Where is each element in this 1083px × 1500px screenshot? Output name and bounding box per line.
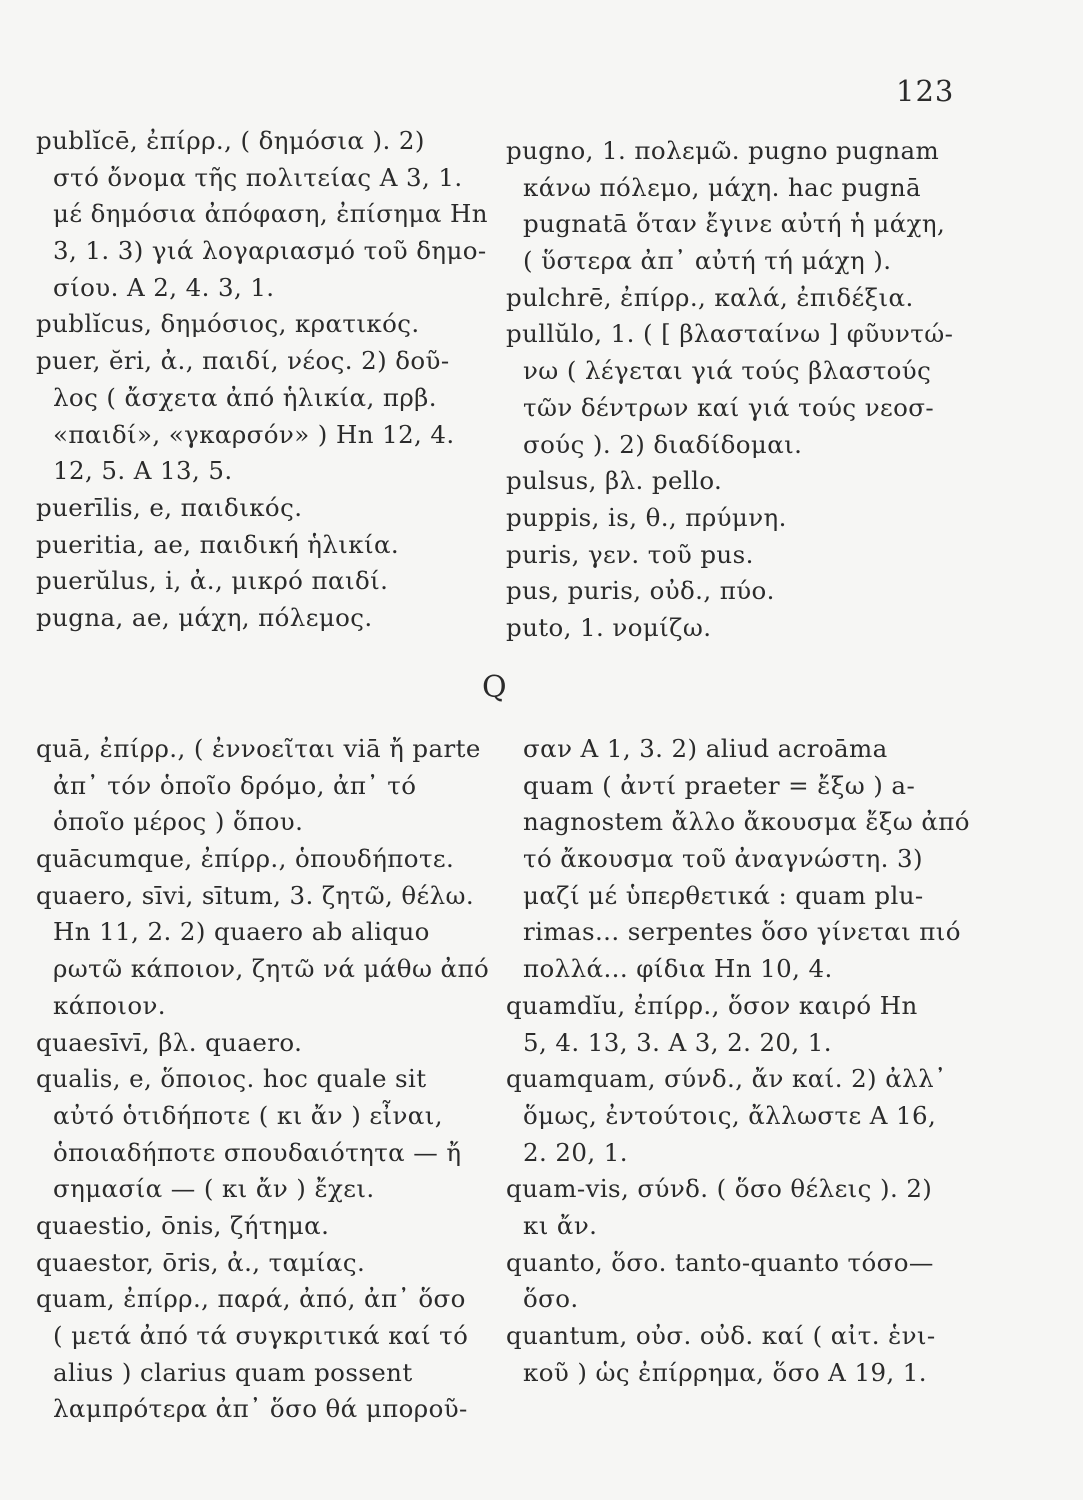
- entry-line: ὅμως, ἐντούτοις, ἄλλωστε Α 16,: [523, 1100, 937, 1130]
- entry-line: quanto, ὅσο. tanto-quanto τόσο—: [506, 1247, 934, 1277]
- entry-line: 5, 4. 13, 3. Α 3, 2. 20, 1.: [523, 1027, 832, 1057]
- entry-line: pulchrē, ἐπίρρ., καλά, ἐπιδέξια.: [506, 282, 914, 312]
- entry-line: puris, γεν. τοῦ pus.: [506, 539, 754, 569]
- entry-line: 12, 5. Α 13, 5.: [53, 456, 233, 486]
- column-top-left: [36, 123, 488, 637]
- entry-line: publĭcus, δημόσιος, κρατικός.: [36, 309, 420, 339]
- entry-line: λος ( ἄσχετα ἀπό ἡλικία, πρβ.: [53, 382, 437, 412]
- entry-line: πολλά... φίδια Hn 10, 4.: [523, 954, 833, 984]
- entry-line: στό ὄνομα τῆς πολιτείας Α 3, 1.: [53, 162, 463, 192]
- entry-line: κάποιον.: [53, 990, 166, 1020]
- entry-line: μέ δημόσια ἀπόφαση, ἐπίσημα Hn: [53, 199, 488, 229]
- entry-line: publĭcē, ἐπίρρ., ( δημόσια ). 2): [36, 126, 425, 155]
- entry-line: quamdĭu, ἐπίρρ., ὅσον καιρό Hn: [506, 990, 918, 1020]
- entry-line: puer, ĕri, ἀ., παιδί, νέος. 2) δοῦ-: [36, 346, 450, 376]
- entry-line: κάνω πόλεμο, μάχη. hac pugnā: [523, 172, 922, 202]
- entry-line: σαν Α 1, 3. 2) aliud acroāma: [523, 734, 888, 763]
- column-top-right: [506, 133, 954, 647]
- entry-line: ( ὕστερα ἀπ᾽ αὐτή τή μάχη ).: [523, 246, 892, 276]
- entry-line: quamquam, σύνδ., ἄν καί. 2) ἀλλ᾽: [506, 1064, 947, 1094]
- entry-line: pugnatā ὅταν ἔγινε αὐτή ἡ μάχη,: [523, 209, 946, 239]
- entry-line: quācumque, ἐπίρρ., ὁπουδήποτε.: [36, 844, 455, 874]
- entry-line: nagnostem ἄλλο ἄκουσμα ἔξω ἀπό: [523, 807, 970, 837]
- entry-line: ἀπ᾽ τόν ὁποῖο δρόμο, ἀπ᾽ τό: [53, 770, 417, 800]
- entry-line: «παιδί», «γκαρσόν» ) Hn 12, 4.: [53, 419, 455, 449]
- entry-line: σίου. Α 2, 4. 3, 1.: [53, 272, 275, 302]
- entry-line: quā, ἐπίρρ., ( ἐννοεῖται viā ἤ parte: [36, 734, 481, 763]
- entry-line: νω ( λέγεται γιά τούς βλαστούς: [523, 356, 932, 386]
- entry-line: rimas... serpentes ὅσο γίνεται πιό: [523, 917, 961, 947]
- entry-line: ὅσο.: [523, 1284, 579, 1314]
- entry-line: alius ) clarius quam possent: [53, 1357, 413, 1387]
- entry-line: μαζί μέ ὑπερθετικά : quam plu-: [523, 880, 924, 910]
- entry-line: ὁποιαδήποτε σπουδαιότητα — ἤ: [53, 1137, 462, 1167]
- page-number: 123: [896, 74, 955, 108]
- entry-line: quaestor, ōris, ἀ., ταμίας.: [36, 1247, 366, 1277]
- entry-line: ρωτῶ κάποιον, ζητῶ νά μάθω ἀπό: [53, 954, 490, 984]
- section-letter: Q: [482, 670, 507, 705]
- entry-line: pulsus, βλ. pello.: [506, 466, 723, 496]
- entry-line: λαμπρότερα ἀπ᾽ ὅσο θά μποροῦ-: [53, 1394, 468, 1424]
- entry-line: σημασία — ( κι ἄν ) ἔχει.: [53, 1174, 375, 1204]
- entry-line: τῶν δέντρων καί γιά τούς νεοσ-: [523, 392, 935, 422]
- entry-line: quantum, οὐσ. οὐδ. καί ( αἰτ. ἑνι-: [506, 1321, 936, 1350]
- entry-line: quaestio, ōnis, ζήτημα.: [36, 1210, 330, 1240]
- column-bottom-left: [36, 731, 490, 1428]
- entry-line: pullŭlo, 1. ( [ βλασταίνω ] φῦυντώ-: [506, 319, 954, 349]
- entry-line: qualis, e, ὅποιος. hoc quale sit: [36, 1064, 427, 1094]
- entry-line: κοῦ ) ὡς ἐπίρρημα, ὅσο Α 19, 1.: [523, 1357, 927, 1387]
- entry-line: puerŭlus, i, ἀ., μικρό παιδί.: [36, 566, 389, 596]
- entry-line: puppis, is, θ., πρύμνη.: [506, 502, 787, 532]
- entry-line: quaero, sīvi, sītum, 3. ζητῶ, θέλω.: [36, 880, 475, 910]
- entry-line: αὐτό ὁτιδήποτε ( κι ἄν ) εἶναι,: [53, 1100, 443, 1130]
- entry-line: 2. 20, 1.: [523, 1137, 628, 1167]
- entry-line: quaesīvī, βλ. quaero.: [36, 1027, 303, 1057]
- entry-line: ὁποῖο μέρος ) ὅπου.: [53, 807, 304, 837]
- entry-line: puto, 1. νομίζω.: [506, 612, 712, 642]
- entry-line: σούς ). 2) διαδίδομαι.: [523, 429, 803, 459]
- entry-line: 3, 1. 3) γιά λογαριασμό τοῦ δημο-: [53, 236, 487, 266]
- entry-line: τό ἄκουσμα τοῦ ἀναγνώστη. 3): [523, 844, 923, 874]
- entry-line: pugna, ae, μάχη, πόλεμος.: [36, 602, 373, 632]
- column-bottom-right: [506, 731, 970, 1391]
- entry-line: puerīlis, e, παιδικός.: [36, 492, 303, 522]
- entry-line: pueritia, ae, παιδική ἡλικία.: [36, 529, 400, 559]
- entry-line: pus, puris, οὐδ., πύο.: [506, 576, 775, 606]
- entry-line: quam ( ἀντί praeter = ἔξω ) a-: [523, 770, 916, 800]
- entry-line: Hn 11, 2. 2) quaero ab aliquo: [53, 917, 430, 947]
- entry-line: pugno, 1. πολεμῶ. pugno pugnam: [506, 136, 940, 165]
- entry-line: κι ἄν.: [523, 1210, 598, 1240]
- entry-line: quam, ἐπίρρ., παρά, ἀπό, ἀπ᾽ ὅσο: [36, 1284, 466, 1314]
- entry-line: ( μετά ἀπό τά συγκριτικά καί τό: [53, 1321, 469, 1350]
- entry-line: quam-vis, σύνδ. ( ὅσο θέλεις ). 2): [506, 1174, 933, 1204]
